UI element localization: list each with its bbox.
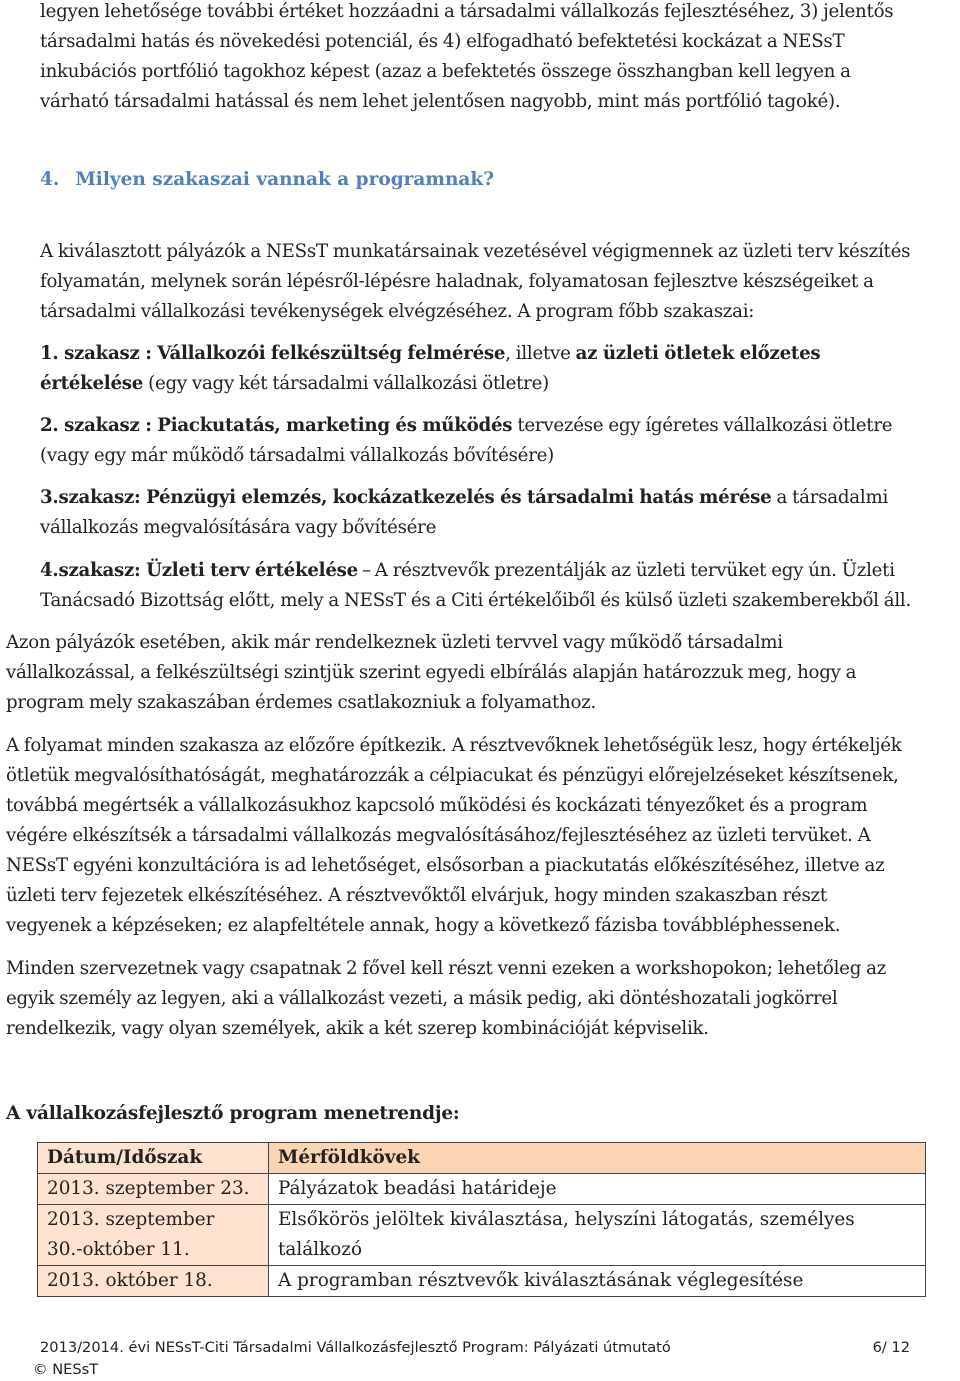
table-row xyxy=(38,1205,926,1266)
stage-1-description: (egy vagy két társadalmi vállalkozási ötletre) xyxy=(143,373,549,394)
paragraph-line: továbbá megértsék a vállalkozásukhoz kapcsoló működési és kockázati tényezőket és a program xyxy=(6,795,868,816)
column-header-milestone: Mérföldkövek xyxy=(269,1143,926,1174)
stage-4-description-2: Tanácsadó Bizottság előtt, mely a NESsT és a Citi értékelőiből és külső üzleti szakemberekből áll. xyxy=(40,590,912,611)
stage-2-description: tervezése egy ígéretes vállalkozási ötletre xyxy=(512,415,893,436)
section-number: 4. xyxy=(40,169,60,190)
paragraph-line: A folyamat minden szakasza az előzőre építkezik. A résztvevőknek lehetőségük lesz, hogy értékeljék xyxy=(6,735,902,756)
paragraph-line: rendelkezik, vagy olyan személyek, akik a két szerep kombinációját képviselik. xyxy=(6,1018,709,1039)
paragraph-line: társadalmi vállalkozási tevékenységek elvégzéséhez. A program főbb szakaszai: xyxy=(40,301,755,322)
paragraph-line: Azon pályázók esetében, akik már rendelkeznek üzleti tervvel vagy működő társadalmi xyxy=(6,632,783,653)
date-text: 30.-október 11. xyxy=(47,1239,190,1260)
section-heading xyxy=(40,165,494,195)
intro-line: várható társadalmi hatással és nem lehet jelentősen nagyobb, mint más portfólió tagoké). xyxy=(40,91,841,112)
stage-3-title: Pénzügyi elemzés, kockázatkezelés és társadalmi hatás mérése xyxy=(146,487,772,508)
stage-1-title-3: értékelése xyxy=(40,373,144,394)
existing-plan-paragraph xyxy=(6,628,856,718)
paragraph-line: program mely szakaszában érdemes csatlakozniuk a folyamathoz. xyxy=(6,692,597,713)
paragraph-line: ötletük megvalósíthatóságát, meghatározzák a célpiacukat és pénzügyi előrejelzéseket készítsenek, xyxy=(6,765,899,786)
intro-line: legyen lehetősége további értéket hozzáadni a társadalmi vállalkozás fejlesztéséhez, 3) jelentős xyxy=(40,1,894,22)
stage-3-description-2: vállalkozás megvalósítására vagy bővítésére xyxy=(40,517,437,538)
stage-1 xyxy=(40,339,820,399)
milestone-cell xyxy=(269,1174,926,1205)
intro-line: inkubációs portfólió tagokhoz képest (azaz a befektetés összege összhangban kell legyen a xyxy=(40,61,851,82)
date-cell xyxy=(38,1174,269,1205)
date-text: 2013. október 18. xyxy=(47,1270,213,1291)
stage-1-connector: , illetve xyxy=(505,343,576,364)
stage-4-label: 4.szakasz: xyxy=(40,560,147,581)
section-title: Milyen szakaszai vannak a programnak? xyxy=(75,169,495,190)
table-header-row xyxy=(38,1143,926,1174)
table-row xyxy=(38,1174,926,1205)
paragraph-line: vállalkozással, a felkészültségi szintjük szerint egyedi elbírálás alapján határozzuk meg, hogy a xyxy=(6,662,857,683)
stage-1-label: 1. szakasz : xyxy=(40,343,158,364)
paragraph-line: A kiválasztott pályázók a NESsT munkatársainak vezetésével végigmennek az üzleti terv készítés xyxy=(40,241,911,262)
date-text: 2013. szeptember 23. xyxy=(47,1178,250,1199)
stage-1-title: Vállalkozói felkészültség felmérése xyxy=(157,343,506,364)
paragraph-line: egyik személy az legyen, aki a vállalkozást vezeti, a másik pedig, aki döntéshozatali jogkörrel xyxy=(6,988,838,1009)
stage-2 xyxy=(40,411,892,471)
stage-3-description: a társadalmi xyxy=(771,487,889,508)
stage-4-dash: – xyxy=(361,560,371,581)
stages-intro-paragraph xyxy=(40,237,910,327)
milestone-text: A programban résztvevők kiválasztásának véglegesítése xyxy=(278,1270,804,1291)
column-header-date: Dátum/Időszak xyxy=(38,1143,269,1174)
paragraph-line: folyamatán, melynek során lépésről-lépésre haladnak, folyamatosan fejlesztve készségeiket a xyxy=(40,271,874,292)
paragraph-line: vegyenek a képzéseken; ez alapfeltétele annak, hogy a következő fázisba továbbléphessenek. xyxy=(6,915,841,936)
paragraph-line: NESsT egyéni konzultációra is ad lehetőséget, elsősorban a piackutatás előkészítéséhez, illetve az xyxy=(6,855,885,876)
schedule-title: A vállalkozásfejlesztő program menetrendje: xyxy=(6,1103,460,1124)
intro-paragraph xyxy=(40,0,893,117)
footer-copyright: © NESsT xyxy=(33,1361,99,1378)
milestone-cell xyxy=(269,1266,926,1297)
paragraph-line: Minden szervezetnek vagy csapatnak 2 fővel kell részt venni ezeken a workshopokon; lehetőleg az xyxy=(6,958,887,979)
intro-line: társadalmi hatás és növekedési potenciál, és 4) elfogadható befektetési kockázat a NESsT xyxy=(40,31,845,52)
milestone-text: Elsőkörös jelöltek kiválasztása, helyszíni látogatás, személyes xyxy=(278,1209,855,1230)
milestone-text: Pályázatok beadási határideje xyxy=(278,1178,557,1199)
paragraph-line: üzleti terv fejezetek elkészítéséhez. A résztvevőktől elvárjuk, hogy minden szakaszban részt xyxy=(6,885,827,906)
date-cell xyxy=(38,1266,269,1297)
paragraph-line: végére elkészítsék a társadalmi vállalkozás megvalósításához/fejlesztéséhez az üzleti tervüket. A xyxy=(6,825,871,846)
stage-2-label: 2. szakasz : xyxy=(40,415,158,436)
process-paragraph xyxy=(6,731,902,941)
date-cell xyxy=(38,1205,269,1266)
stage-2-description-2: (vagy egy már működő társadalmi vállalkozás bővítésére) xyxy=(40,445,554,466)
stage-2-title: Piackutatás, marketing és működés xyxy=(157,415,513,436)
stage-4 xyxy=(40,556,911,616)
milestone-text: találkozó xyxy=(278,1239,363,1260)
stage-1-title-2: az üzleti ötletek előzetes xyxy=(575,343,821,364)
footer-document-title: 2013/2014. évi NESsT-Citi Társadalmi Vállalkozásfejlesztő Program: Pályázati útmutató xyxy=(40,1339,671,1356)
date-text: 2013. szeptember xyxy=(47,1209,215,1230)
stage-3-label: 3.szakasz: xyxy=(40,487,147,508)
workshop-paragraph xyxy=(6,954,886,1044)
stage-4-description: A résztvevők prezentálják az üzleti tervüket egy ún. Üzleti xyxy=(374,560,895,581)
stage-4-title: Üzleti terv értékelése xyxy=(146,560,358,581)
stage-3 xyxy=(40,483,888,543)
table-row xyxy=(38,1266,926,1297)
footer-page-number: 6/ 12 xyxy=(872,1339,910,1356)
schedule-table xyxy=(37,1142,926,1297)
milestone-cell xyxy=(269,1205,926,1266)
